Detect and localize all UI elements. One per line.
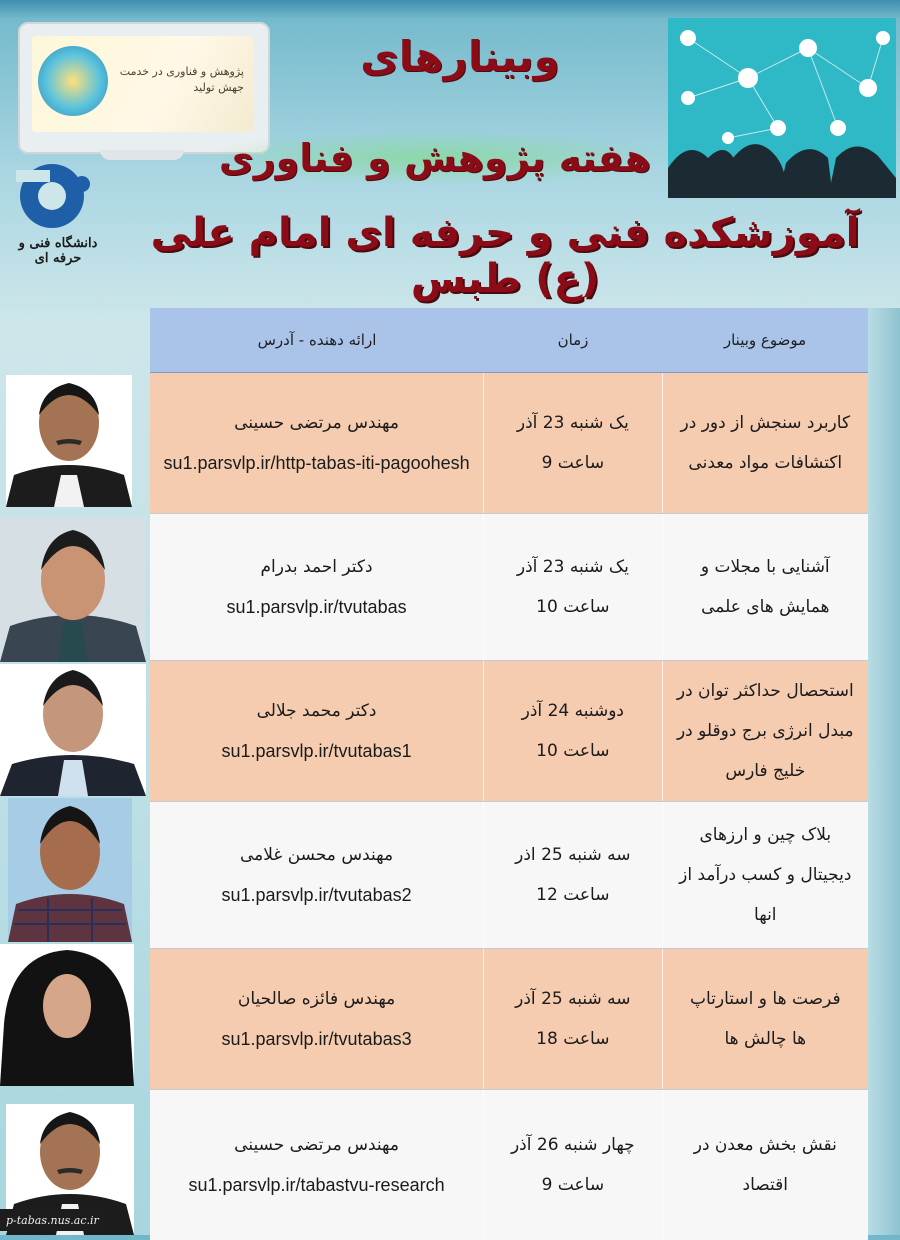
table-row — [150, 1090, 868, 1240]
network-people-illustration — [668, 18, 896, 198]
webinar-hour: ساعت 18 — [536, 1029, 610, 1049]
table-row — [150, 802, 868, 949]
presenter-photo — [0, 518, 146, 662]
webinar-topic: نقش بخش معدن در اقتصاد — [693, 1135, 837, 1195]
title-school-name: آموزشکده فنی و حرفه ای امام علی (ع) طبس — [150, 210, 860, 302]
webinar-link[interactable]: su1.parsvlp.ir/tvutabas3 — [221, 1029, 412, 1049]
presenter-name: مهندس محسن غلامی — [240, 845, 394, 865]
presenter-name: مهندس فائزه صالحیان — [237, 989, 396, 1009]
presenter-name: دکتر محمد جلالی — [256, 701, 377, 721]
webinar-link[interactable]: su1.parsvlp.ir/http-tabas-iti-pagoohesh — [163, 453, 470, 473]
webinar-hour: ساعت 10 — [536, 741, 610, 761]
webinar-date: سه شنبه 25 آذر — [515, 989, 631, 1009]
logo-screen — [32, 36, 254, 132]
monitor-stand — [100, 150, 184, 160]
logo-caption: پژوهش و فناوری در خدمت جهش تولید — [119, 65, 244, 94]
presenter-photo — [0, 944, 134, 1086]
header-topic: موضوع وبینار — [723, 331, 807, 349]
title-research-week: هفته پژوهش و فناوری — [200, 130, 670, 186]
webinar-link[interactable]: su1.parsvlp.ir/tabastvu-research — [188, 1175, 445, 1195]
webinar-date: یک شنبه 23 آذر — [516, 413, 629, 433]
webinar-date: چهار شنبه 26 آذر — [510, 1135, 635, 1155]
webinar-date: دوشنبه 24 آذر — [521, 701, 625, 721]
presenter-name: مهندس مرتضی حسینی — [234, 413, 399, 433]
presenter-name: دکتر احمد بدرام — [260, 557, 373, 577]
right-border — [868, 308, 900, 1235]
title-webinars: وبینارهای — [360, 32, 560, 81]
presenter-photo — [6, 375, 132, 507]
webinar-hour: ساعت 12 — [536, 885, 610, 905]
presenter-photo — [0, 664, 146, 796]
table-row — [150, 373, 868, 514]
presenter-photo — [8, 798, 132, 942]
top-frame — [0, 0, 900, 18]
webinar-hour: ساعت 10 — [536, 597, 610, 617]
university-name: دانشگاه فنی و حرفه ای — [18, 236, 98, 266]
webinar-topic: بلاک چین و ارزهای دیجیتال و کسب درآمد از انها — [679, 825, 852, 925]
footer-site[interactable]: p-tabas.nus.ac.ir — [0, 1209, 106, 1231]
logo-emblem — [38, 46, 108, 116]
webinar-hour: ساعت 9 — [541, 453, 605, 473]
webinar-link[interactable]: su1.parsvlp.ir/tvutabas — [226, 597, 407, 617]
webinar-schedule-table — [150, 308, 868, 1235]
webinar-link[interactable]: su1.parsvlp.ir/tvutabas2 — [221, 885, 412, 905]
table-row — [150, 949, 868, 1090]
header-presenter: ارائه دهنده - آدرس — [257, 331, 377, 349]
header-time: زمان — [557, 331, 589, 349]
webinar-topic: آشنایی با مجلات و همایش های علمی — [700, 557, 830, 617]
table-row — [150, 661, 868, 802]
webinar-date: سه شنبه 25 اذر — [515, 845, 631, 865]
table-header — [150, 308, 868, 373]
webinar-topic: فرصت ها و استارتاپ ها چالش ها — [689, 989, 841, 1049]
webinar-topic: کاربرد سنجش از دور در اکتشافات مواد معدنی — [680, 413, 851, 473]
webinar-link[interactable]: su1.parsvlp.ir/tvutabas1 — [221, 741, 412, 761]
presenter-name: مهندس مرتضی حسینی — [234, 1135, 399, 1155]
table-row — [150, 514, 868, 661]
webinar-topic: استحصال حداکثر توان در مبدل انرژی برج دوقلو در خلیج فارس — [676, 681, 854, 781]
webinar-hour: ساعت 9 — [541, 1175, 605, 1195]
webinar-date: یک شنبه 23 آذر — [516, 557, 629, 577]
